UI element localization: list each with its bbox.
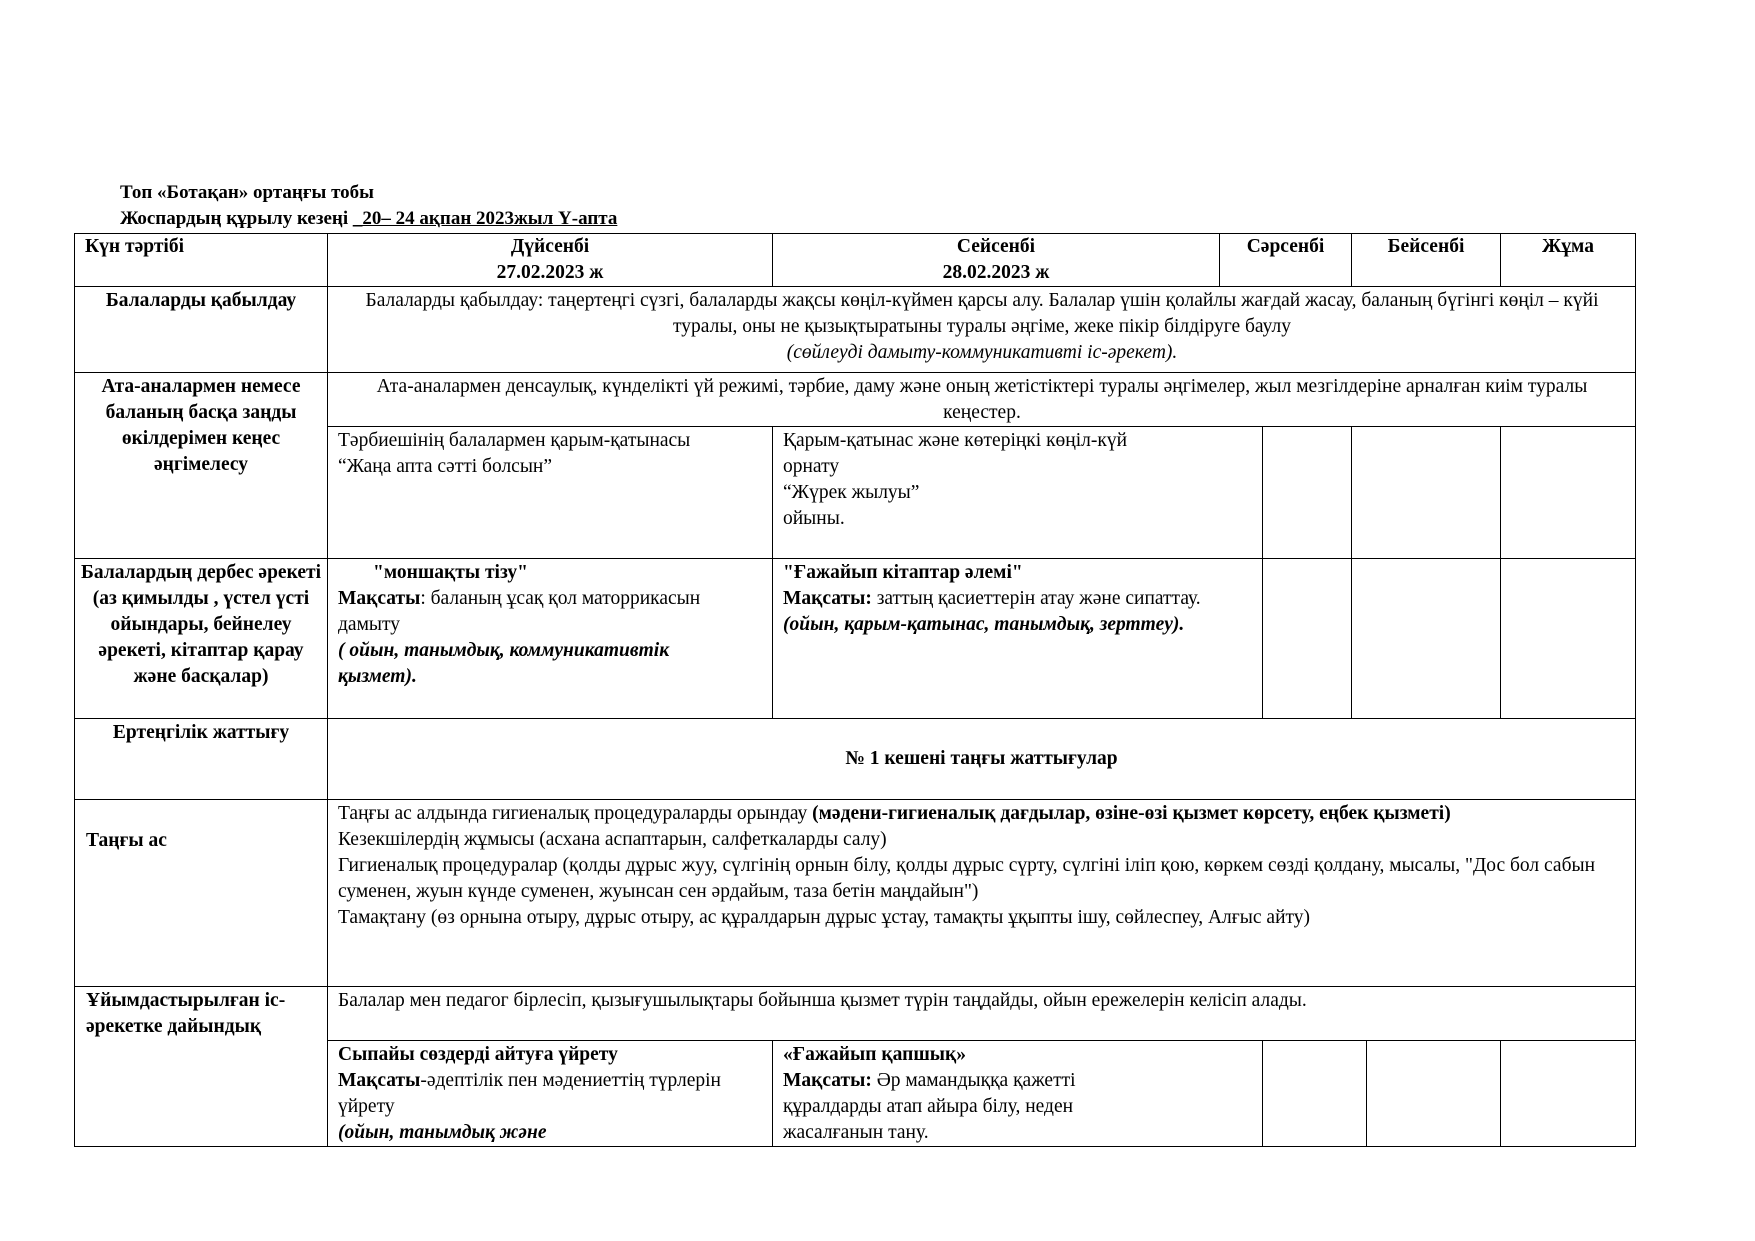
group-title: Топ «Ботақан» ортаңғы тобы [120,182,374,203]
parents-monday-line2: “Жаңа апта сәтті болсын” [338,456,553,477]
col-header-monday-date: 27.02.2023 ж [496,262,604,283]
col-line-4c [1366,1040,1367,1147]
row-line-8 [327,1040,1636,1041]
col-line-3b [1262,426,1263,719]
row-line-4 [74,558,1636,559]
independent-tuesday-goal-text: заттың қасиеттерін атау және сипаттау. [871,588,1201,609]
organized-tuesday-title: «Ғажайып қапшық» [783,1044,967,1065]
independent-monday-title: "моншақты тізу" [373,562,528,583]
independent-monday-goal-text: : баланың ұсақ қол маторрикасын дамыту [338,588,701,635]
col-header-tuesday [773,234,1219,286]
parents-tuesday-line2: орнату [783,456,840,477]
plan-period-label: Жоспардың құрылу кезеңі [120,208,353,229]
organized-monday [338,1042,758,1146]
col-header-thursday: Бейсенбі [1387,236,1465,257]
col-line-2c [772,1040,773,1147]
organized-monday-goal [338,1068,758,1120]
col-header-monday [328,234,772,286]
col-line-5c [1500,1040,1501,1147]
parents-monday [338,428,768,480]
row-line-1 [74,286,1636,287]
organized-tuesday-goal-text: Әр мамандыққа қажетті құралдарды атап айыра білу, неден жасалғанын тану. [783,1070,1076,1143]
parents-monday-line1: Тәрбиешінің балалармен қарым-қатынасы [338,430,691,451]
parents-tuesday [783,428,1253,532]
exercise-text: № 1 кешені таңғы жаттығулар [845,748,1118,769]
independent-tuesday-note: (ойын, қарым-қатынас, танымдық, зерттеу). [783,614,1185,635]
breakfast-line4: Тамақтану (өз орнына отыру, дұрыс отыру, ас құралдарын дұрыс ұстау, тамақты ұқыпты ішу, сөйлеспеу, Алғыс айту) [338,907,1311,928]
breakfast-line2: Кезекшілердің жұмысы (асхана аспаптарын, салфеткаларды салу) [338,829,887,850]
independent-tuesday [783,560,1203,638]
reception-note: (сөйлеуді дамыту-коммуникативті іс-әрекет). [786,342,1178,363]
organized-monday-note: (ойын, танымдық және [338,1122,547,1143]
parents-tuesday-line4: ойыны. [783,508,845,529]
row-label-independent: Балалардың дербес әрекеті (аз қимылды , үстел үсті ойындары, бейнелеу әрекеті, кітаптар қарау және басқалар) [81,562,321,687]
row-line-5 [74,718,1636,719]
reception-description: Балаларды қабылдау: таңертеңгі сүзгі, балаларды жақсы көңіл-күймен қарсы алу. Балалар үшін қолайлы жағдай жасау, баланың бүгінгі көңіл – күйі туралы, оны не қызықтыратыны туралы әңгіме, жеке пікір білдіруге баулу [365,290,1599,337]
row-label-reception: Балаларды қабылдау [105,290,297,311]
col-line-1 [327,233,328,1147]
independent-monday-goal-label: Мақсаты [338,588,421,609]
row-line-3 [327,426,1636,427]
row-label-exercise: Ертеңгілік жаттығу [112,722,290,743]
table-border-left [74,233,75,1147]
independent-monday [338,560,748,690]
independent-monday-goal [338,586,748,638]
plan-period-value: _20– 24 ақпан 2023жыл Ү-апта [352,208,618,229]
col-line-2b [772,426,773,719]
row-label-parents: Ата-аналармен немесе баланың басқа заңды өкілдерімен кеңес әңгімелесу [101,376,301,475]
breakfast-line1 [338,801,1628,827]
plan-period [120,206,617,232]
independent-tuesday-title: "Ғажайып кітаптар әлемі" [783,562,1023,583]
col-line-3c [1262,1040,1263,1147]
organized-monday-goal-label: Мақсаты [338,1070,421,1091]
col-header-friday: Жұма [1542,236,1594,257]
parents-tuesday-line1: Қарым-қатынас және көтеріңкі көңіл-күй [783,430,1128,451]
col-header-tuesday-name: Сейсенбі [956,236,1036,257]
col-header-regime: Күн тәртібі [85,236,184,257]
independent-tuesday-goal [783,586,1203,612]
breakfast-line1-plain: Таңғы ас алдында гигиеналық процедураларды орындау [338,803,813,824]
row-line-7 [74,986,1636,987]
organized-tuesday-goal-label: Мақсаты: [783,1070,872,1091]
row-line-2 [74,372,1636,373]
table-border-bottom [74,1146,1636,1147]
independent-monday-note: ( ойын, танымдық, коммуникативтік қызмет). [338,640,670,687]
col-header-monday-name: Дүйсенбі [510,236,590,257]
organized-tuesday-goal [783,1068,1158,1146]
parents-common-text: Ата-аналармен денсаулық, күнделікті үй режимі, тәрбие, даму және оның жетістіктері туралы әңгімелер, жыл мезгілдеріне арналған киім туралы кеңестер. [376,376,1588,423]
breakfast-text [338,801,1628,931]
organized-tuesday [783,1042,1158,1146]
col-header-tuesday-date: 28.02.2023 ж [942,262,1050,283]
organized-monday-title: Сыпайы сөздерді айтуға үйрету [338,1044,618,1065]
organized-monday-goal-text: -әдептілік пен мәдениеттің түрлерін үйрету [338,1070,721,1117]
col-line-5b [1500,426,1501,719]
independent-tuesday-goal-label: Мақсаты: [783,588,872,609]
row-label-breakfast: Таңғы ас [86,830,167,851]
table-border-right [1635,233,1636,1147]
col-header-wednesday: Сәрсенбі [1246,236,1325,257]
row-label-organized: Ұйымдастырылған іс-әрекетке дайындық [86,990,286,1037]
parents-tuesday-line3: “Жүрек жылуы” [783,482,920,503]
organized-common-text: Балалар мен педагог бірлесіп, қызығушылықтары бойынша қызмет түрін таңдайды, ойын ережелерін келісіп алады. [338,990,1307,1011]
reception-text [338,288,1626,366]
breakfast-line1-bold: (мәдени-гигиеналық дағдылар, өзіне-өзі қызмет көрсету, еңбек қызметі) [812,803,1451,824]
row-line-6 [74,799,1636,800]
breakfast-line3: Гигиеналық процедуралар (қолды дұрыс жуу, сүлгінің орнын білу, қолды дұрыс сүрту, сүлгіні іліп қою, көркем сөзді қолдану, мысалы, "Дос бол сабын суменен, жуын күнде суменен, жуынсан сен әрдайым, таза бетін маңдайын") [338,855,1596,902]
col-line-4b [1351,426,1352,719]
